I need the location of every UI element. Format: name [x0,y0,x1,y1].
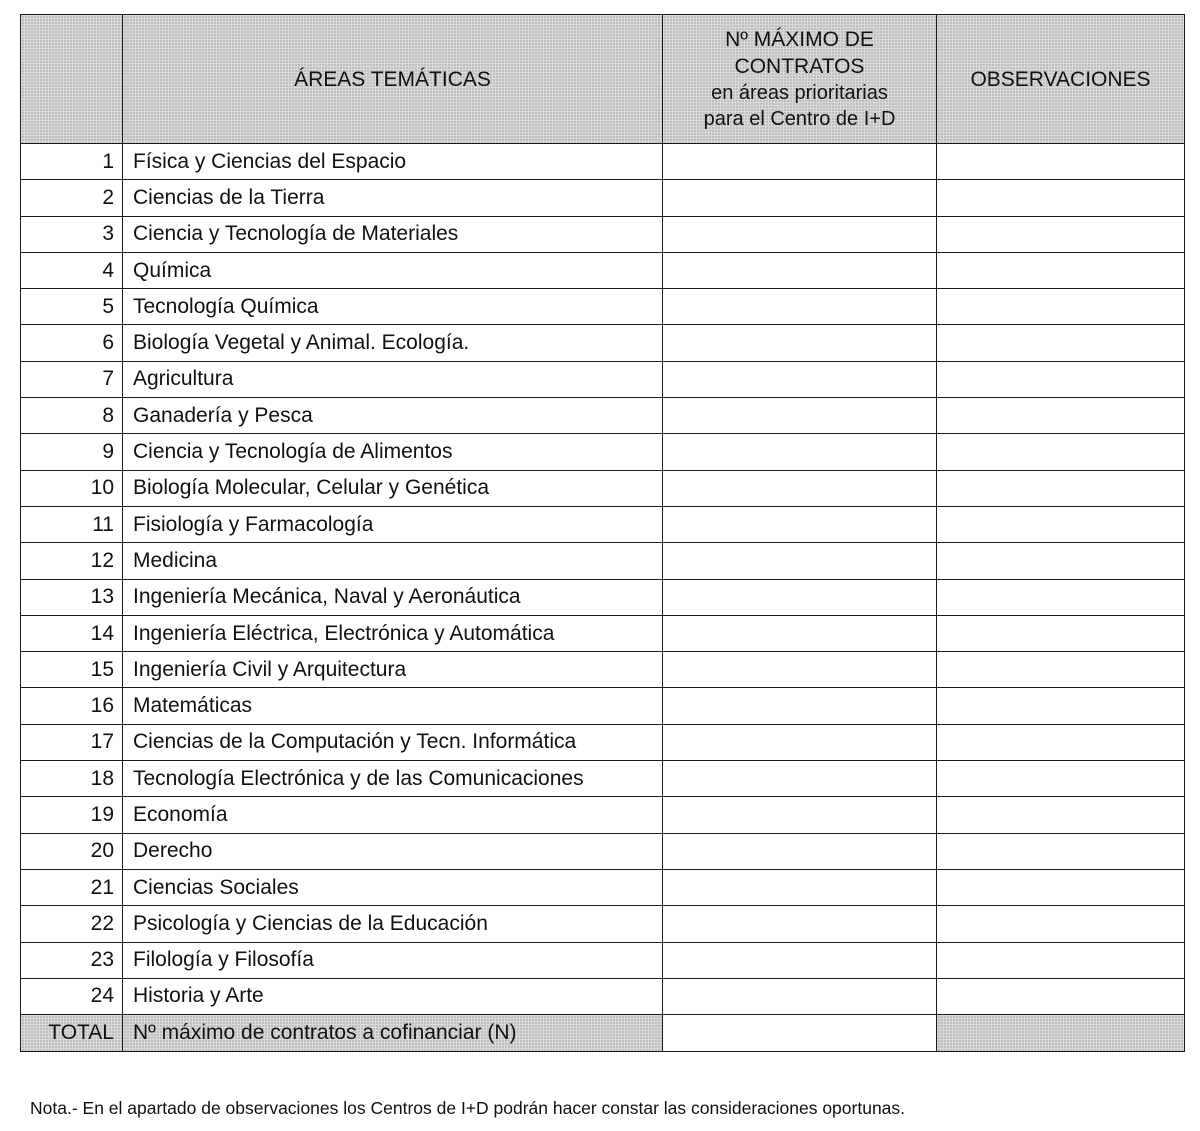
row-max-contracts-field[interactable] [663,398,937,434]
row-observations-field[interactable] [937,869,1185,905]
row-number: 13 [21,579,123,615]
header-number-cell [21,15,123,144]
row-area: Matemáticas [123,688,663,724]
row-area: Fisiología y Farmacología [123,506,663,542]
row-max-contracts-field[interactable] [663,144,937,180]
header-max-line4: para el Centro de I+D [703,108,896,130]
row-max-contracts-field[interactable] [663,652,937,688]
row-max-contracts-field[interactable] [663,761,937,797]
row-number: 15 [21,652,123,688]
total-observations-cell [937,1015,1185,1052]
table-row [21,325,1185,361]
table-row [21,434,1185,470]
table-header-row [21,15,1185,144]
row-area: Ganadería y Pesca [123,398,663,434]
row-number: 11 [21,506,123,542]
row-max-contracts-field[interactable] [663,724,937,760]
row-observations-field[interactable] [937,833,1185,869]
row-max-contracts-field[interactable] [663,216,937,252]
table-row [21,869,1185,905]
header-max-line1: Nº MÁXIMO DE [725,28,874,51]
table-body [21,144,1185,1015]
row-observations-field[interactable] [937,144,1185,180]
row-observations-field[interactable] [937,978,1185,1014]
row-number: 12 [21,543,123,579]
row-max-contracts-field[interactable] [663,615,937,651]
header-observations-label: OBSERVACIONES [970,67,1151,91]
row-number: 16 [21,688,123,724]
row-number: 21 [21,869,123,905]
header-areas-cell [123,15,663,144]
row-number: 5 [21,289,123,325]
row-area: Tecnología Electrónica y de las Comunicaciones [123,761,663,797]
total-row [21,1015,1185,1052]
row-number: 17 [21,724,123,760]
row-observations-field[interactable] [937,470,1185,506]
footnote: Nota.- En el apartado de observaciones los Centros de I+D podrán hacer constar las consideraciones oportunas. [30,1098,906,1118]
row-observations-field[interactable] [937,252,1185,288]
total-label: TOTAL [21,1015,123,1052]
header-areas-label: ÁREAS TEMÁTICAS [294,67,491,91]
table-row [21,361,1185,397]
header-observations-cell [937,15,1185,144]
table-row [21,506,1185,542]
row-area: Biología Vegetal y Animal. Ecología. [123,325,663,361]
row-max-contracts-field[interactable] [663,688,937,724]
row-max-contracts-field[interactable] [663,869,937,905]
table-row [21,289,1185,325]
row-area: Física y Ciencias del Espacio [123,144,663,180]
row-area: Medicina [123,543,663,579]
row-area: Agricultura [123,361,663,397]
row-number: 18 [21,761,123,797]
row-max-contracts-field[interactable] [663,942,937,978]
row-max-contracts-field[interactable] [663,543,937,579]
row-area: Ingeniería Civil y Arquitectura [123,652,663,688]
row-max-contracts-field[interactable] [663,470,937,506]
table-row [21,761,1185,797]
row-observations-field[interactable] [937,579,1185,615]
row-max-contracts-field[interactable] [663,289,937,325]
row-max-contracts-field[interactable] [663,434,937,470]
row-number: 6 [21,325,123,361]
row-number: 10 [21,470,123,506]
header-max-line2: CONTRATOS [734,55,865,78]
row-area: Historia y Arte [123,978,663,1014]
row-max-contracts-field[interactable] [663,906,937,942]
row-max-contracts-field[interactable] [663,325,937,361]
header-max-contracts-cell [663,15,937,144]
row-max-contracts-field[interactable] [663,579,937,615]
row-area: Ciencias de la Tierra [123,180,663,216]
row-observations-field[interactable] [937,615,1185,651]
row-number: 22 [21,906,123,942]
row-max-contracts-field[interactable] [663,361,937,397]
row-number: 3 [21,216,123,252]
row-max-contracts-field[interactable] [663,180,937,216]
row-area: Tecnología Química [123,289,663,325]
row-observations-field[interactable] [937,289,1185,325]
table-row [21,797,1185,833]
row-area: Ciencias de la Computación y Tecn. Informática [123,724,663,760]
row-number: 23 [21,942,123,978]
row-observations-field[interactable] [937,180,1185,216]
row-area: Ciencias Sociales [123,869,663,905]
row-observations-field[interactable] [937,543,1185,579]
table-row [21,906,1185,942]
row-area: Química [123,252,663,288]
row-number: 9 [21,434,123,470]
total-description: Nº máximo de contratos a cofinanciar (N) [123,1015,663,1052]
table-row [21,579,1185,615]
row-max-contracts-field[interactable] [663,797,937,833]
table-row [21,724,1185,760]
row-observations-field[interactable] [937,942,1185,978]
table-row [21,252,1185,288]
table-row [21,216,1185,252]
table-row [21,942,1185,978]
table-row [21,688,1185,724]
row-max-contracts-field[interactable] [663,252,937,288]
row-observations-field[interactable] [937,652,1185,688]
row-number: 24 [21,978,123,1014]
table-row [21,543,1185,579]
row-area: Ciencia y Tecnología de Alimentos [123,434,663,470]
header-max-line3: en áreas prioritarias [711,82,888,104]
row-max-contracts-field[interactable] [663,978,937,1014]
row-observations-field[interactable] [937,325,1185,361]
row-observations-field[interactable] [937,906,1185,942]
row-area: Biología Molecular, Celular y Genética [123,470,663,506]
row-number: 14 [21,615,123,651]
row-area: Psicología y Ciencias de la Educación [123,906,663,942]
row-area: Derecho [123,833,663,869]
row-number: 8 [21,398,123,434]
row-number: 19 [21,797,123,833]
row-number: 1 [21,144,123,180]
row-area: Filología y Filosofía [123,942,663,978]
table-row [21,615,1185,651]
row-observations-field[interactable] [937,216,1185,252]
table-row [21,144,1185,180]
table-row [21,470,1185,506]
row-observations-field[interactable] [937,797,1185,833]
row-number: 20 [21,833,123,869]
table-row [21,978,1185,1014]
row-observations-field[interactable] [937,398,1185,434]
row-observations-field[interactable] [937,434,1185,470]
row-area: Ingeniería Eléctrica, Electrónica y Automática [123,615,663,651]
row-area: Ingeniería Mecánica, Naval y Aeronáutica [123,579,663,615]
row-number: 4 [21,252,123,288]
row-observations-field[interactable] [937,724,1185,760]
table-row [21,652,1185,688]
row-max-contracts-field[interactable] [663,833,937,869]
row-number: 7 [21,361,123,397]
table-row [21,180,1185,216]
contracts-table [20,14,1185,1052]
row-area: Economía [123,797,663,833]
row-observations-field[interactable] [937,361,1185,397]
table-row [21,833,1185,869]
row-max-contracts-field[interactable] [663,506,937,542]
row-observations-field[interactable] [937,761,1185,797]
total-max-contracts-field[interactable] [663,1015,937,1052]
row-number: 2 [21,180,123,216]
row-observations-field[interactable] [937,506,1185,542]
row-area: Ciencia y Tecnología de Materiales [123,216,663,252]
row-observations-field[interactable] [937,688,1185,724]
table-row [21,398,1185,434]
